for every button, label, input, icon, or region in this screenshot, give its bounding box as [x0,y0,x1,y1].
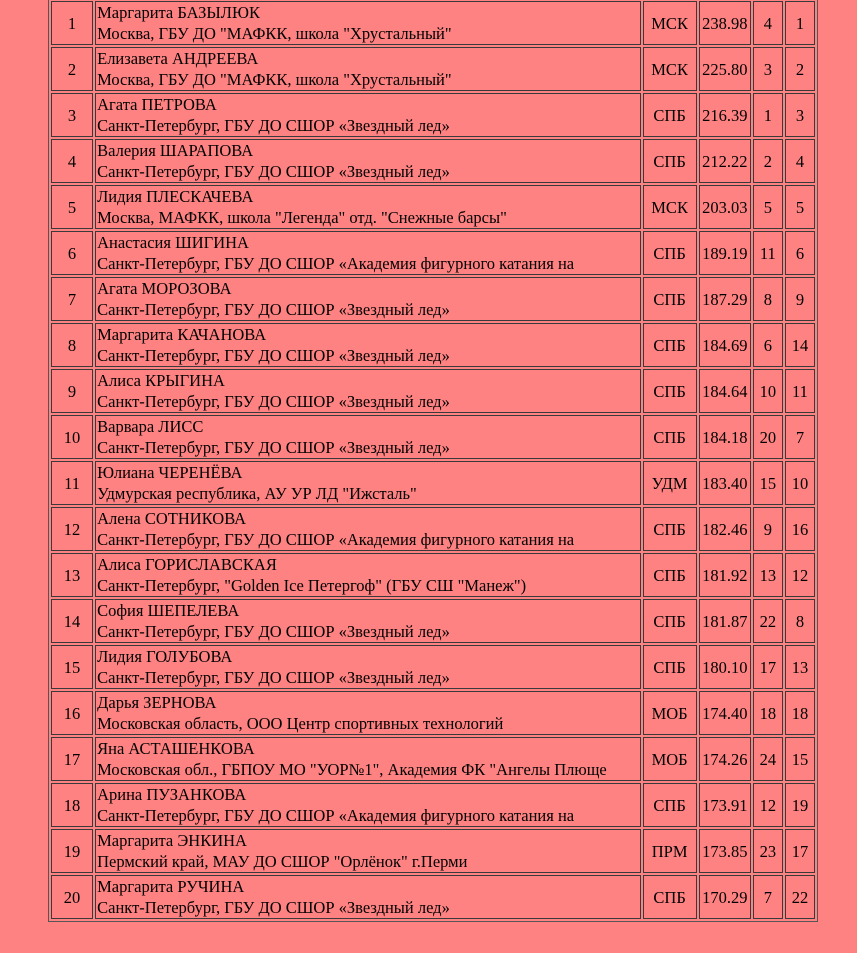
rank-cell: 16 [51,691,93,735]
rank-cell: 8 [51,323,93,367]
free-skate-place-cell: 9 [785,277,815,321]
skater-name: Маргарита БАЗЫЛЮК [97,3,260,22]
rank-cell: 10 [51,415,93,459]
rank-cell: 20 [51,875,93,919]
free-skate-place-cell: 14 [785,323,815,367]
region-cell: МСК [643,47,697,91]
region-cell: МСК [643,185,697,229]
short-program-place-cell: 9 [753,507,783,551]
short-program-place-cell: 1 [753,93,783,137]
free-skate-place-cell: 16 [785,507,815,551]
skater-club: Санкт-Петербург, ГБУ ДО СШОР «Академия фигурного катания на [97,530,575,549]
short-program-place-cell: 6 [753,323,783,367]
rank-cell: 14 [51,599,93,643]
region-cell: СПБ [643,599,697,643]
skater-club: Санкт-Петербург, ГБУ ДО СШОР «Звездный лед» [97,300,450,319]
region-cell: СПБ [643,369,697,413]
skater-name: Маргарита РУЧИНА [97,877,245,896]
table-row [51,553,815,597]
skater-club: Пермский край, МАУ ДО СШОР "Орлёнок" г.Перми [97,852,468,871]
skater-name: Алена СОТНИКОВА [97,509,247,528]
free-skate-place-cell: 19 [785,783,815,827]
skater-name: Арина ПУЗАНКОВА [97,785,247,804]
region-cell: СПБ [643,875,697,919]
skater-club: Санкт-Петербург, ГБУ ДО СШОР «Звездный лед» [97,116,450,135]
table-row [51,599,815,643]
skater-cell [95,369,640,413]
region-cell: СПБ [643,553,697,597]
skater-cell [95,1,640,45]
short-program-place-cell: 12 [753,783,783,827]
total-score-cell: 174.40 [699,691,751,735]
rank-cell: 15 [51,645,93,689]
region-cell: МОБ [643,737,697,781]
free-skate-place-cell: 8 [785,599,815,643]
rank-cell: 18 [51,783,93,827]
region-cell: УДМ [643,461,697,505]
skater-cell [95,323,640,367]
short-program-place-cell: 4 [753,1,783,45]
free-skate-place-cell: 2 [785,47,815,91]
skater-name: Маргарита ЭНКИНА [97,831,247,850]
table-row [51,231,815,275]
total-score-cell: 181.87 [699,599,751,643]
skater-name: Алиса КРЫГИНА [97,371,225,390]
skater-name: Лидия ГОЛУБОВА [97,647,233,666]
total-score-cell: 182.46 [699,507,751,551]
free-skate-place-cell: 4 [785,139,815,183]
region-cell: СПБ [643,507,697,551]
table-row [51,139,815,183]
short-program-place-cell: 15 [753,461,783,505]
skater-name: Елизавета АНДРЕЕВА [97,49,259,68]
short-program-place-cell: 3 [753,47,783,91]
skater-name: Маргарита КАЧАНОВА [97,325,267,344]
free-skate-place-cell: 12 [785,553,815,597]
total-score-cell: 238.98 [699,1,751,45]
skater-club: Санкт-Петербург, ГБУ ДО СШОР «Звездный лед» [97,898,450,917]
rank-cell: 5 [51,185,93,229]
skater-club: Санкт-Петербург, "Golden Ice Петергоф" (ГБУ СШ "Манеж") [97,576,527,595]
skater-cell [95,277,640,321]
region-cell: СПБ [643,645,697,689]
table-row [51,829,815,873]
skater-name: Валерия ШАРАПОВА [97,141,254,160]
skater-cell [95,783,640,827]
short-program-place-cell: 7 [753,875,783,919]
skater-club: Московская обл., ГБПОУ МО "УОР№1", Академия ФК "Ангелы Плюще [97,760,607,779]
skater-cell [95,691,640,735]
table-row [51,875,815,919]
free-skate-place-cell: 6 [785,231,815,275]
table-row [51,691,815,735]
free-skate-place-cell: 22 [785,875,815,919]
table-row [51,93,815,137]
total-score-cell: 173.85 [699,829,751,873]
table-row [51,415,815,459]
skater-cell [95,737,640,781]
free-skate-place-cell: 11 [785,369,815,413]
skater-name: Агата МОРОЗОВА [97,279,232,298]
region-cell: СПБ [643,277,697,321]
free-skate-place-cell: 3 [785,93,815,137]
free-skate-place-cell: 17 [785,829,815,873]
skater-club: Санкт-Петербург, ГБУ ДО СШОР «Звездный лед» [97,622,450,641]
skater-cell [95,599,640,643]
region-cell: СПБ [643,93,697,137]
rank-cell: 1 [51,1,93,45]
skater-cell [95,553,640,597]
skater-club: Москва, МАФКК, школа "Легенда" отд. "Снежные барсы" [97,208,507,227]
skater-cell [95,231,640,275]
total-score-cell: 216.39 [699,93,751,137]
total-score-cell: 187.29 [699,277,751,321]
table-row [51,1,815,45]
total-score-cell: 184.64 [699,369,751,413]
skater-club: Санкт-Петербург, ГБУ ДО СШОР «Звездный лед» [97,438,450,457]
skater-club: Санкт-Петербург, ГБУ ДО СШОР «Академия фигурного катания на [97,254,575,273]
skater-name: Яна АСТАШЕНКОВА [97,739,255,758]
skater-name: Лидия ПЛЕСКАЧЕВА [97,187,254,206]
skater-club: Санкт-Петербург, ГБУ ДО СШОР «Звездный лед» [97,392,450,411]
rank-cell: 12 [51,507,93,551]
free-skate-place-cell: 10 [785,461,815,505]
table-row [51,737,815,781]
rank-cell: 7 [51,277,93,321]
total-score-cell: 225.80 [699,47,751,91]
rank-cell: 3 [51,93,93,137]
table-row [51,507,815,551]
region-cell: СПБ [643,783,697,827]
short-program-place-cell: 18 [753,691,783,735]
total-score-cell: 203.03 [699,185,751,229]
skater-club: Санкт-Петербург, ГБУ ДО СШОР «Звездный лед» [97,668,450,687]
total-score-cell: 181.92 [699,553,751,597]
skater-cell [95,507,640,551]
skater-club: Санкт-Петербург, ГБУ ДО СШОР «Академия фигурного катания на [97,806,575,825]
total-score-cell: 184.69 [699,323,751,367]
skater-name: Юлиана ЧЕРЕНЁВА [97,463,243,482]
skater-name: София ШЕПЕЛЕВА [97,601,240,620]
table-row [51,461,815,505]
total-score-cell: 170.29 [699,875,751,919]
rank-cell: 17 [51,737,93,781]
rank-cell: 9 [51,369,93,413]
table-row [51,369,815,413]
short-program-place-cell: 17 [753,645,783,689]
total-score-cell: 183.40 [699,461,751,505]
skater-cell [95,47,640,91]
free-skate-place-cell: 15 [785,737,815,781]
short-program-place-cell: 20 [753,415,783,459]
rank-cell: 13 [51,553,93,597]
skater-club: Москва, ГБУ ДО "МАФКК, школа "Хрустальный" [97,24,452,43]
free-skate-place-cell: 18 [785,691,815,735]
skater-club: Удмурская республика, АУ УР ЛД "Ижсталь" [97,484,417,503]
rank-cell: 19 [51,829,93,873]
rank-cell: 11 [51,461,93,505]
short-program-place-cell: 8 [753,277,783,321]
rank-cell: 6 [51,231,93,275]
short-program-place-cell: 2 [753,139,783,183]
short-program-place-cell: 13 [753,553,783,597]
skater-name: Агата ПЕТРОВА [97,95,217,114]
region-cell: СПБ [643,139,697,183]
rank-cell: 2 [51,47,93,91]
total-score-cell: 174.26 [699,737,751,781]
region-cell: МСК [643,1,697,45]
results-table-body [51,1,815,919]
region-cell: МОБ [643,691,697,735]
skater-cell [95,461,640,505]
skater-cell [95,185,640,229]
region-cell: ПРМ [643,829,697,873]
skater-cell [95,875,640,919]
skater-club: Санкт-Петербург, ГБУ ДО СШОР «Звездный лед» [97,346,450,365]
region-cell: СПБ [643,415,697,459]
short-program-place-cell: 23 [753,829,783,873]
results-container [48,0,818,922]
total-score-cell: 173.91 [699,783,751,827]
skater-name: Дарья ЗЕРНОВА [97,693,217,712]
skater-name: Варвара ЛИСС [97,417,204,436]
short-program-place-cell: 5 [753,185,783,229]
table-row [51,645,815,689]
table-row [51,185,815,229]
short-program-place-cell: 11 [753,231,783,275]
skater-name: Анастасия ШИГИНА [97,233,249,252]
skater-cell [95,415,640,459]
skater-cell [95,829,640,873]
rank-cell: 4 [51,139,93,183]
skater-cell [95,93,640,137]
skater-club: Санкт-Петербург, ГБУ ДО СШОР «Звездный лед» [97,162,450,181]
skater-cell [95,645,640,689]
skater-club: Московская область, ООО Центр спортивных технологий [97,714,504,733]
free-skate-place-cell: 5 [785,185,815,229]
free-skate-place-cell: 7 [785,415,815,459]
short-program-place-cell: 24 [753,737,783,781]
free-skate-place-cell: 1 [785,1,815,45]
short-program-place-cell: 22 [753,599,783,643]
free-skate-place-cell: 13 [785,645,815,689]
table-row [51,277,815,321]
skater-club: Москва, ГБУ ДО "МАФКК, школа "Хрустальный" [97,70,452,89]
skater-name: Алиса ГОРИСЛАВСКАЯ [97,555,277,574]
total-score-cell: 189.19 [699,231,751,275]
region-cell: СПБ [643,231,697,275]
short-program-place-cell: 10 [753,369,783,413]
skater-cell [95,139,640,183]
table-row [51,47,815,91]
total-score-cell: 184.18 [699,415,751,459]
total-score-cell: 212.22 [699,139,751,183]
total-score-cell: 180.10 [699,645,751,689]
table-row [51,323,815,367]
results-table [48,0,818,922]
table-row [51,783,815,827]
region-cell: СПБ [643,323,697,367]
